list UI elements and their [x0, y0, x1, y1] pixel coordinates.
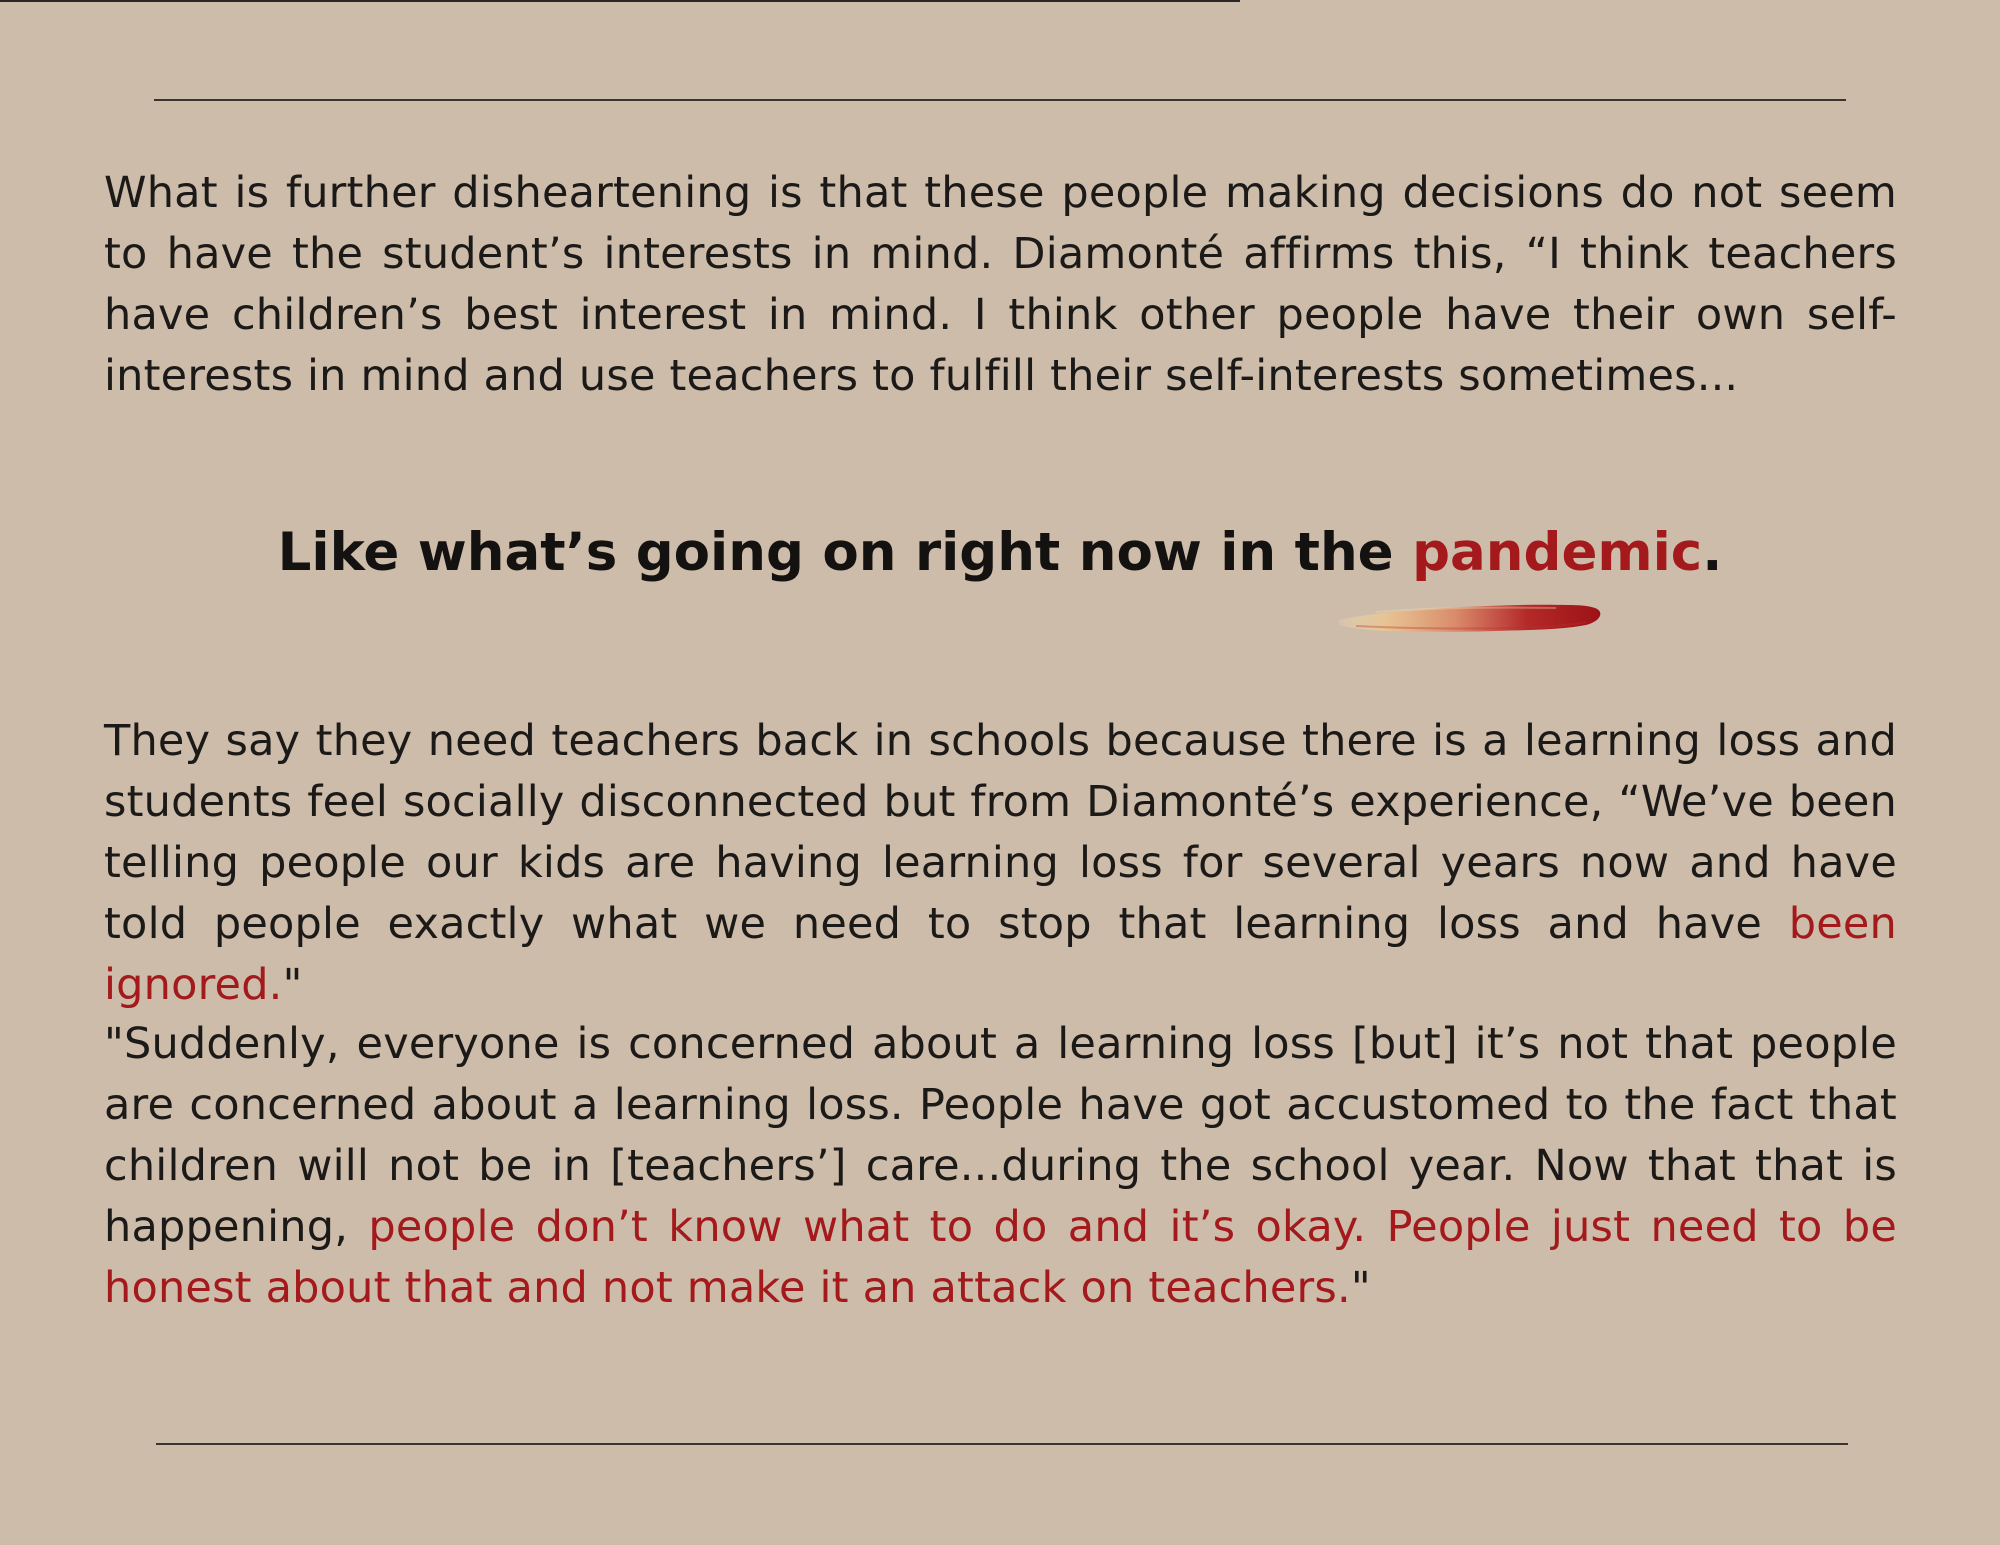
paragraph-learning-loss-text: They say they need teachers back in schools because there is a learning loss and students feel socially disconnected but from Diamonté’s experience, “We’ve been telling people our kids are having learning loss for several years now and have told people exactly what we need to stop that learning loss and have	[104, 716, 1897, 949]
paragraph-suddenly-text: "Suddenly, everyone is concerned about a learning loss [but] it’s not that people are concerned about a learning loss. People have got accustomed to the fact that children will not be in [teachers’] care...during the school year. Now that that is happening,	[104, 1019, 1897, 1252]
paragraph-intro	[104, 163, 1897, 407]
highlight-honest-about-that: people don’t know what to do and it’s okay. People just need to be honest about that and not make it an attack on teachers.	[104, 1202, 1897, 1313]
closing-quote-mark: "	[282, 960, 303, 1010]
bottom-divider	[156, 1443, 1848, 1445]
paragraph-suddenly	[104, 1014, 1897, 1319]
highlight-been-ignored: been ignored.	[104, 899, 1897, 1010]
paragraph-intro-text: What is further disheartening is that these people making decisions do not seem to have the student’s interests in mind. Diamonté affirms this, “I think teachers have children’s best interest in mind. I think other people have their own self-interests in mind and use teachers to fulfill their self-interests sometimes...	[104, 168, 1897, 401]
top-edge-line	[0, 0, 1240, 2]
top-divider	[154, 99, 1846, 101]
headline-period: .	[1702, 522, 1723, 583]
headline-highlight: pandemic	[1412, 522, 1703, 583]
pull-quote-headline	[0, 518, 2000, 588]
headline-text: Like what’s going on right now in the	[277, 522, 1413, 583]
brush-stroke-decoration	[1336, 598, 1602, 640]
closing-quote-mark-2: "	[1350, 1263, 1371, 1313]
paragraph-learning-loss	[104, 711, 1897, 1016]
